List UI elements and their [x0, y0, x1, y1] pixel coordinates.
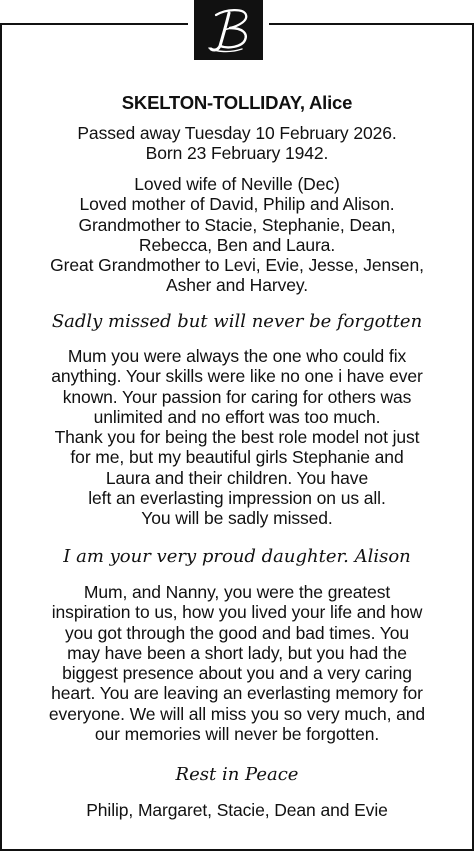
- family-line: Grandmother to Stacie, Stephanie, Dean,: [78, 214, 396, 235]
- tribute-line: may have been a short lady, but you had the: [67, 642, 407, 663]
- tribute-line: Mum you were always the one who could fix: [67, 346, 407, 366]
- tribute-line: biggest presence about you and a very caring: [62, 663, 412, 684]
- tribute-paragraph-2: [2, 582, 472, 744]
- tribute-line: our memories will never be forgotten.: [94, 724, 380, 745]
- tribute-line: Mum, and Nanny, you were the greatest: [83, 582, 391, 602]
- tribute-line: inspiration to us, how you lived your life and how: [51, 602, 423, 623]
- signoff-block: [2, 800, 472, 820]
- tribute-line: you got through the good and bad times. You: [64, 622, 410, 643]
- tribute-line: Laura and their children. You have: [105, 467, 369, 488]
- script-heading-proud-daughter: I am your very proud daughter. Alison: [63, 546, 411, 567]
- tribute-line: Thank you for being the best role model not just: [54, 427, 420, 448]
- monogram-b-icon: [188, 0, 269, 60]
- tribute-line: for me, but my beautiful girls Stephanie and: [70, 447, 404, 468]
- tribute-line: unlimited and no effort was too much.: [93, 406, 381, 427]
- family-line: Rebecca, Ben and Laura.: [138, 234, 336, 255]
- dates-block: [2, 123, 472, 164]
- script-heading-rest-in-peace: Rest in Peace: [175, 764, 299, 785]
- script-heading-sadly-missed: Sadly missed but will never be forgotten: [51, 311, 423, 332]
- family-block: [2, 174, 472, 296]
- tribute-line: anything. Your skills were like no one i have ever: [51, 366, 423, 387]
- deceased-name: SKELTON-TOLLIDAY, Alice: [121, 92, 353, 113]
- tribute-line: heart. You are leaving an everlasting memory for: [51, 683, 423, 704]
- family-line: Loved mother of David, Philip and Alison.: [79, 194, 395, 215]
- tribute-line: You will be sadly missed.: [141, 508, 333, 529]
- tribute-paragraph-1: [2, 346, 472, 529]
- passed-away-line: Passed away Tuesday 10 February 2026.: [77, 123, 397, 143]
- tribute-line: everyone. We will all miss you so very much, and: [48, 703, 426, 724]
- born-line: Born 23 February 1942.: [145, 143, 329, 164]
- tribute-line: left an everlasting impression on us all.: [88, 488, 386, 509]
- family-line: Asher and Harvey.: [166, 275, 308, 296]
- signoff-line: Philip, Margaret, Stacie, Dean and Evie: [86, 800, 388, 820]
- tribute-line: known. Your passion for caring for others was: [62, 386, 412, 407]
- family-line: Loved wife of Neville (Dec): [134, 174, 340, 194]
- family-line: Great Grandmother to Levi, Evie, Jesse, Jensen,: [50, 255, 424, 276]
